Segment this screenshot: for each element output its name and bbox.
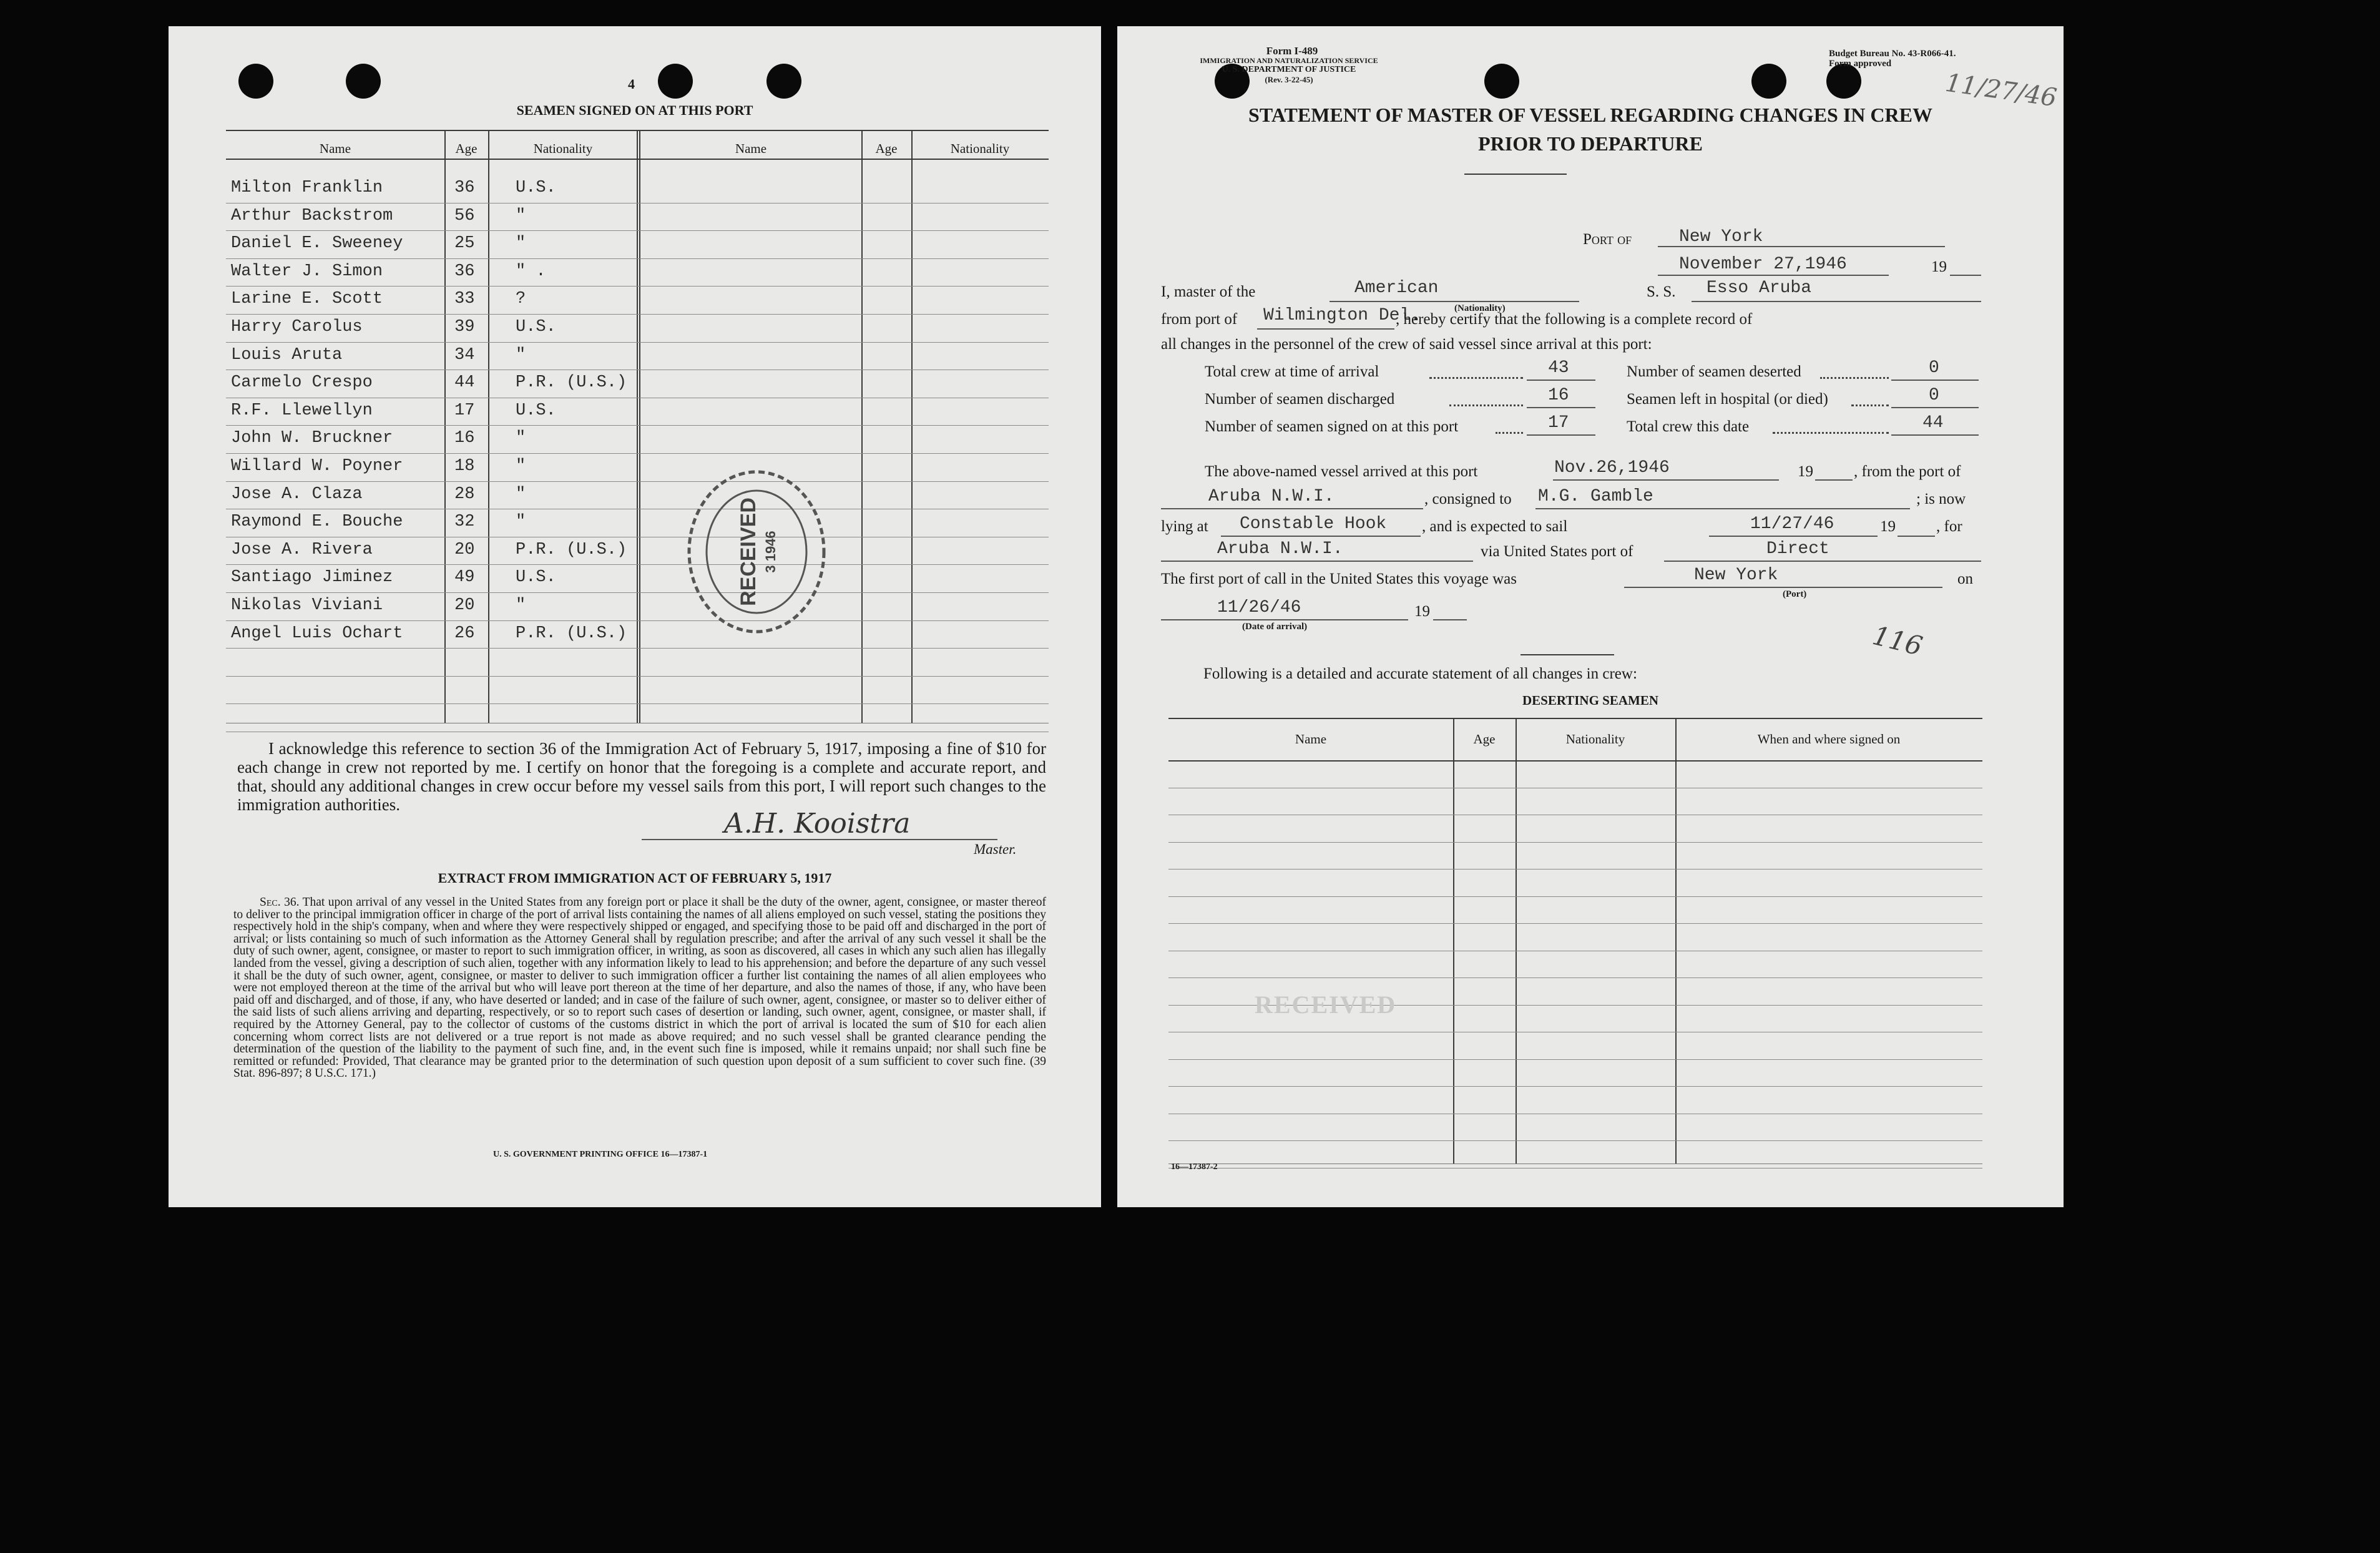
master-signature: A.H. Kooistra <box>724 808 911 840</box>
year-suffix: 19 <box>1931 258 1947 275</box>
right-page <box>1117 26 2064 1207</box>
form-title-line-1: STATEMENT OF MASTER OF VESSEL REGARDING CHANGES IN CREW <box>1248 104 1932 126</box>
via-value: Direct <box>1766 539 1829 559</box>
seaman-name: Raymond E. Bouche <box>231 512 403 532</box>
seaman-nationality: P.R. (U.S.) <box>516 624 627 643</box>
column-header-name-2: Name <box>735 141 767 156</box>
table-row-rule <box>226 230 1049 231</box>
table-row-rule <box>226 342 1049 343</box>
master-of-the-label: I, master of the <box>1161 283 1256 300</box>
table-row-rule <box>226 592 1049 593</box>
seaman-age: 32 <box>454 512 475 532</box>
seaman-nationality: P.R. (U.S.) <box>516 540 627 559</box>
table-row <box>1168 869 1982 870</box>
printing-office-line: U. S. GOVERNMENT PRINTING OFFICE 16—17387-1 <box>493 1150 708 1159</box>
budget-bureau-line: Budget Bureau No. 43-R066-41. <box>1829 49 1956 59</box>
column-header-name: Name <box>319 141 351 156</box>
punch-hole <box>346 64 381 99</box>
column-header-age-2: Age <box>875 141 898 156</box>
seaman-nationality: " <box>516 429 526 448</box>
column-header-nationality-2: Nationality <box>950 141 1010 156</box>
table-row-rule <box>226 314 1049 315</box>
extract-body <box>233 896 1046 1080</box>
footer-code: 16—17387-2 <box>1171 1162 1218 1172</box>
seaman-name: Daniel E. Sweeney <box>231 234 403 253</box>
stamp-date-text: 3 1946 <box>763 531 778 573</box>
seaman-name: Arthur Backstrom <box>231 206 393 225</box>
port-label: Port of <box>1583 231 1632 248</box>
table-row-rule <box>226 648 1049 649</box>
nationality-value: American <box>1354 278 1439 298</box>
punch-hole <box>658 64 693 99</box>
seaman-age: 18 <box>454 457 475 476</box>
seaman-name: Larine E. Scott <box>231 290 383 309</box>
seaman-name: Santiago Jiminez <box>231 568 393 587</box>
seaman-nationality: ? <box>516 290 526 309</box>
form-title-line-2: PRIOR TO DEPARTURE <box>1478 132 1703 155</box>
vessel-name: Esso Aruba <box>1707 278 1812 298</box>
seamen-signed-on-title: SEAMEN SIGNED ON AT THIS PORT <box>516 102 753 118</box>
nationality-caption: (Nationality) <box>1454 303 1506 313</box>
deserting-column-when-where: When and where signed on <box>1757 732 1901 747</box>
seaman-name: Willard W. Poyner <box>231 457 403 476</box>
seaman-nationality: " <box>516 206 526 225</box>
punch-hole <box>238 64 273 99</box>
destination-value: Aruba N.W.I. <box>1217 539 1343 559</box>
certify-text-2: all changes in the personnel of the crew of said vessel since arrival at this port: <box>1161 336 1652 353</box>
seaman-age: 16 <box>454 429 475 448</box>
faint-received-stamp: RECEIVED <box>1255 991 1397 1019</box>
seaman-name: Louis Aruta <box>231 345 343 365</box>
seaman-name: Carmelo Crespo <box>231 373 373 393</box>
via-label: via United States port of <box>1481 543 1633 560</box>
seaman-age: 33 <box>454 290 475 309</box>
seaman-age: 36 <box>454 262 475 281</box>
count-value-deserted: 0 <box>1929 358 1939 378</box>
seaman-age: 17 <box>454 401 475 420</box>
left-page <box>169 26 1101 1207</box>
arrival-year-suffix: 19 <box>1414 603 1430 620</box>
table-row-rule <box>226 453 1049 454</box>
from-the-port-of-label: , from the port of <box>1854 463 1961 480</box>
origin-port-value: Aruba N.W.I. <box>1208 487 1334 506</box>
first-port-value: New York <box>1694 566 1778 585</box>
following-text: Following is a detailed and accurate statement of all changes in crew: <box>1203 665 1637 682</box>
table-row-rule <box>226 703 1049 704</box>
count-value-hospital: 0 <box>1929 386 1939 405</box>
seaman-age: 28 <box>454 484 475 504</box>
table-row-rule <box>226 564 1049 565</box>
seaman-age: 26 <box>454 624 475 643</box>
seaman-age: 20 <box>454 540 475 559</box>
seaman-name: Nikolas Viviani <box>231 596 383 615</box>
table-row <box>1168 1059 1982 1060</box>
form-revision: (Rev. 3-22-45) <box>1265 75 1313 84</box>
deserting-column-name: Name <box>1295 732 1327 747</box>
from-port-label: from port of <box>1161 311 1238 328</box>
for-label: , for <box>1936 518 1962 535</box>
lying-at-label: lying at <box>1161 518 1208 535</box>
acknowledgement-text: I acknowledge this reference to section 36 of the Immigration Act of February 5, 1917, imposing a fine of $10 for each change in crew not reported by me. I certify on honor that the foregoing is a complete and accurate report, and that, should any additional changes in crew occur before my vessel sails from this port, I will report such changes to the immigration authorities. <box>237 739 1046 814</box>
table-row <box>1168 1140 1982 1141</box>
lying-at-value: Constable Hook <box>1240 514 1387 534</box>
deserting-seamen-title: DESERTING SEAMEN <box>1522 693 1659 708</box>
seaman-nationality: U.S. <box>516 401 556 420</box>
table-row <box>1168 1086 1982 1087</box>
sail-year-suffix: 19 <box>1880 518 1896 535</box>
received-stamp <box>682 464 831 639</box>
form-number: Form I-489 <box>1266 45 1318 57</box>
count-value-discharged: 16 <box>1548 386 1569 405</box>
seaman-name: Milton Franklin <box>231 179 383 197</box>
certify-text: , hereby certify that the following is a complete record of <box>1396 311 1753 328</box>
seaman-age: 44 <box>454 373 475 393</box>
seaman-age: 39 <box>454 318 475 336</box>
date-value: November 27,1946 <box>1679 255 1847 274</box>
ss-label: S. S. <box>1647 283 1676 300</box>
seaman-nationality: " <box>516 484 526 504</box>
table-row <box>1168 923 1982 924</box>
table-row-rule <box>226 425 1049 426</box>
seaman-age: 34 <box>454 345 475 365</box>
extract-section-lead: Sec. 36. <box>260 896 300 909</box>
master-label: Master. <box>974 841 1017 857</box>
seaman-nationality: P.R. (U.S.) <box>516 373 627 393</box>
handwritten-mark: 116 <box>1869 620 1926 662</box>
seaman-name: Jose A. Claza <box>231 484 363 504</box>
deserting-column-age: Age <box>1473 732 1496 747</box>
from-port-value: Wilmington Del. <box>1263 306 1421 325</box>
port-value: New York <box>1679 227 1763 247</box>
arrival-date-value: 11/26/46 <box>1217 598 1301 617</box>
seaman-nationality: " <box>516 345 526 365</box>
seaman-name: John W. Bruckner <box>231 429 393 448</box>
deserting-column-nationality: Nationality <box>1565 732 1625 747</box>
column-header-nationality: Nationality <box>533 141 593 156</box>
count-label-signed-on: Number of seamen signed on at this port <box>1205 418 1459 435</box>
table-row-rule <box>226 620 1049 621</box>
seaman-age: 56 <box>454 206 475 225</box>
count-label-total-arrival: Total crew at time of arrival <box>1205 363 1379 380</box>
seaman-age: 49 <box>454 568 475 587</box>
seaman-age: 25 <box>454 234 475 253</box>
consigned-label: , consigned to <box>1424 491 1512 507</box>
column-header-age: Age <box>455 141 477 156</box>
extract-text: That upon arrival of any vessel in the United States from any foreign port or place it shall be the duty of the owner, agent, consignee, or master thereof to deliver to the principal immigration officer in charge of the port of arrival lists containing the names of all aliens employed on such vessel, stating the positions they respectively hold in the ship's company, when and where they were respectively shipped or engaged, and specifying those to be paid off and discharged in the port of arrival; or lists containing so much of such information as the Attorney General shall by regulation prescribe; and after the arrival of any such vessel it shall be the duty of such owner, agent, consignee, or master to report to such immigration officer, in writing, as soon as discovered, all cases in which any such alien has illegally landed from the vessel, giving a description of such alien, together with any information likely to lead to his apprehension; and before the departure of any such vessel it shall be the duty of such owner, agent, consignee, or master to deliver to such immigration officer a further list containing the names of all alien employees who were not employed thereon at the time of the arrival but who will leave port thereon at the time of her departure, and also the names of those, if any, who have been paid off and discharged, and of those, if any, who have deserted or landed; and in case of the failure of such owner, agent, consignee, or master so to deliver either of the said lists of such aliens arriving and departing, respectively, or so to report such cases of desertion or landing, such owner, agent, consignee, or master shall, if required by the Attorney General, pay to the collector of customs of the customs district in which the port of arrival is located the sum of $10 for each alien concerning whom correct lists are not delivered or a true report is not made as above required; and no such vessel shall be granted clearance pending the determination of the question of the liability to the payment of such fine, and, in the event such fine is imposed, while it remains unpaid; nor shall such fine be remitted or refunded: Provided, That clearance may be granted prior to the determination of such question upon deposit of a sum sufficient to cover such fine. (39 Stat. 896-897; 8 U.S.C. 171.) <box>233 896 1046 1080</box>
arrived-label: The above-named vessel arrived at this port <box>1205 463 1478 480</box>
table-row <box>1168 896 1982 897</box>
count-label-total-today: Total crew this date <box>1627 418 1750 435</box>
seaman-nationality: " <box>516 457 526 476</box>
seaman-nationality: " <box>516 234 526 253</box>
on-label: on <box>1957 571 1973 587</box>
consignee-value: M.G. Gamble <box>1538 487 1653 506</box>
page-number: 4 <box>628 76 635 92</box>
expected-to-sail-label: , and is expected to sail <box>1422 518 1568 535</box>
arrived-value: Nov.26,1946 <box>1554 458 1670 478</box>
table-row-rule <box>226 676 1049 677</box>
seaman-name: Angel Luis Ochart <box>231 624 403 643</box>
seaman-nationality: U.S. <box>516 318 556 336</box>
count-label-discharged: Number of seamen discharged <box>1205 391 1395 408</box>
form-approved-line: Form approved <box>1829 59 1892 69</box>
sail-date-value: 11/27/46 <box>1750 514 1834 534</box>
count-label-hospital: Seamen left in hospital (or died) <box>1627 391 1828 408</box>
handwritten-corner-date: 11/27/46 <box>1943 68 2059 113</box>
port-caption: (Port) <box>1783 589 1807 599</box>
is-now-label: ; is now <box>1916 491 1966 507</box>
extract-title: EXTRACT FROM IMMIGRATION ACT OF FEBRUARY 5, 1917 <box>438 870 832 886</box>
agency-line-2: U. S. DEPARTMENT OF JUSTICE <box>1222 65 1356 74</box>
seaman-name: R.F. Llewellyn <box>231 401 373 420</box>
first-port-label: The first port of call in the United States this voyage was <box>1161 571 1517 587</box>
punch-hole <box>1751 64 1786 99</box>
punch-hole <box>766 64 801 99</box>
table-row-rule <box>226 258 1049 259</box>
table-row <box>1168 977 1982 978</box>
count-value-signed-on: 17 <box>1548 413 1569 433</box>
count-value-total-today: 44 <box>1922 413 1944 433</box>
count-label-deserted: Number of seamen deserted <box>1627 363 1801 380</box>
table-row <box>1168 842 1982 843</box>
seaman-name: Jose A. Rivera <box>231 540 373 559</box>
seaman-nationality: " <box>516 596 526 615</box>
seaman-nationality: " . <box>516 262 546 281</box>
arrival-date-caption: (Date of arrival) <box>1242 622 1308 632</box>
seaman-nationality: " <box>516 512 526 532</box>
agency-line-1: IMMIGRATION AND NATURALIZATION SERVICE <box>1200 56 1378 65</box>
seaman-name: Harry Carolus <box>231 318 363 336</box>
seaman-name: Walter J. Simon <box>231 262 383 281</box>
table-row-rule <box>226 481 1049 482</box>
punch-hole <box>1484 64 1519 99</box>
stamp-received-text: RECEIVED <box>737 497 760 606</box>
count-value-total-arrival: 43 <box>1548 358 1569 378</box>
seaman-age: 20 <box>454 596 475 615</box>
table-row-rule <box>226 286 1049 287</box>
seaman-nationality: U.S. <box>516 568 556 587</box>
arrived-year-suffix: 19 <box>1798 463 1813 480</box>
seaman-nationality: U.S. <box>516 179 556 197</box>
seaman-age: 36 <box>454 179 475 197</box>
